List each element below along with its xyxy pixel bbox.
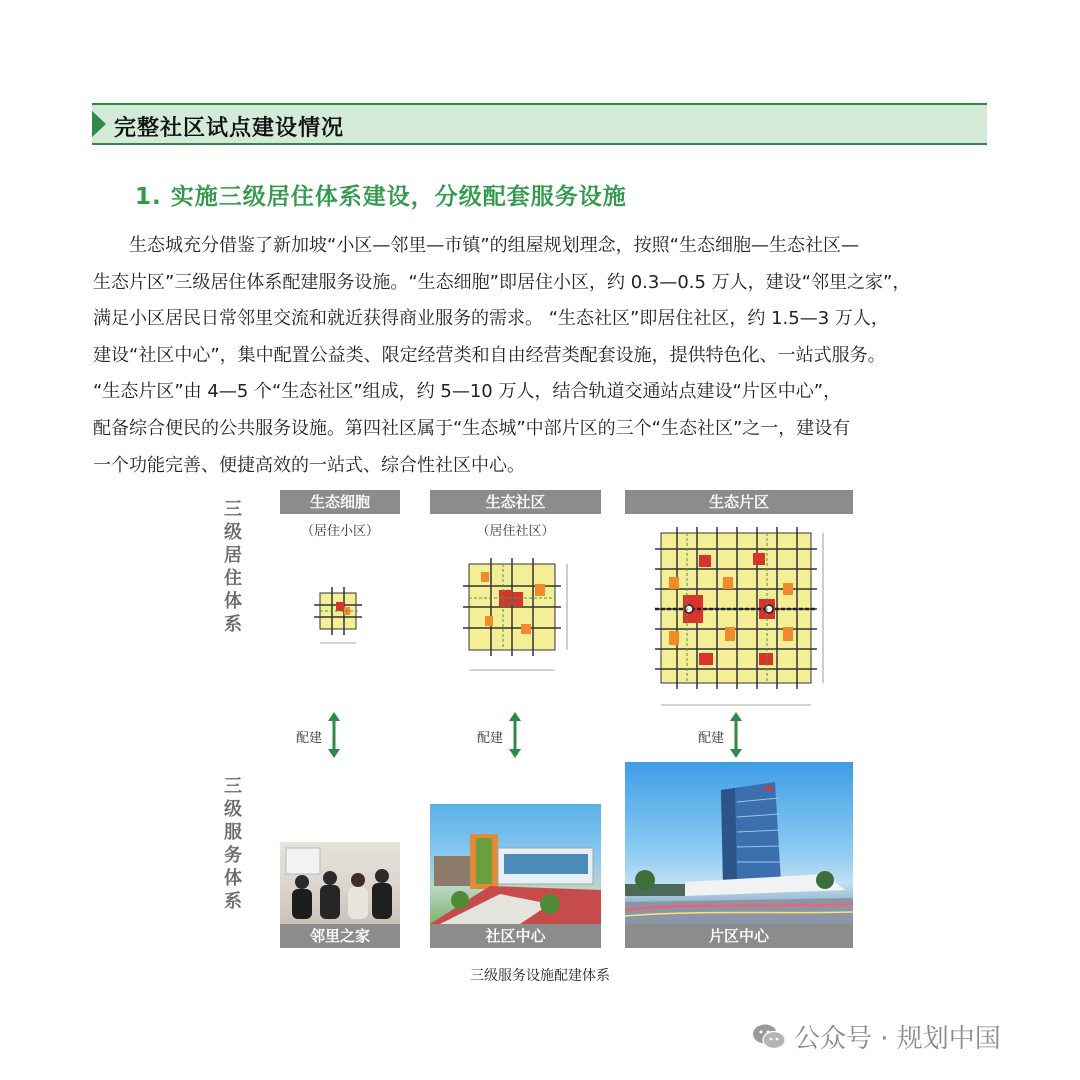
label-char: 住	[224, 568, 242, 589]
double-arrow-icon	[327, 712, 341, 758]
banner-arrow-icon	[92, 111, 106, 137]
paragraph-line: 生态片区”三级居住体系配建服务设施。“生态细胞”即居住小区，约 0.3—0.5 万人，建设“邻里之家”，	[93, 271, 911, 293]
paragraph-line: 配备综合便民的公共服务设施。第四社区属于“生态城”中部片区的三个“生态社区”之一，建设有	[93, 417, 851, 439]
pair-label-community: 配建	[477, 731, 504, 746]
caption-district-center: 片区中心	[625, 924, 853, 948]
eco-district-plan-diagram	[655, 527, 830, 717]
label-char: 服	[224, 822, 242, 843]
label-char: 三	[224, 776, 242, 797]
people-photo-illustration	[280, 842, 400, 924]
label-char: 居	[224, 545, 242, 566]
label-char: 三	[224, 499, 242, 520]
tower-photo-illustration	[625, 762, 853, 924]
residential-system-label	[222, 498, 244, 636]
double-arrow-icon	[508, 712, 522, 758]
label-char: 系	[224, 614, 242, 635]
paragraph-line: 一个功能完善、便捷高效的一站式、综合性社区中心。	[93, 454, 525, 476]
label-char: 体	[224, 868, 242, 889]
paragraph-line: “生态片区”由 4—5 个“生态社区”组成，约 5—10 万人，结合轨道交通站点建设“片区中心”，	[93, 381, 842, 403]
building-photo-illustration	[430, 804, 601, 924]
label-char: 级	[224, 522, 242, 543]
paragraph-line: 建设“社区中心”，集中配置公益类、限定经营类和自由经营类配套设施，提供特色化、一站式服务。	[93, 344, 886, 366]
section-title: 1. 实施三级居住体系建设，分级配套服务设施	[135, 184, 627, 210]
paragraph-line: 满足小区居民日常邻里交流和就近获得商业服务的需求。 “生态社区”即居住社区，约 1.5—3 万人，	[93, 308, 889, 330]
double-arrow-icon	[729, 712, 743, 758]
district-center-photo	[625, 762, 853, 924]
neighborhood-home-photo	[280, 842, 400, 924]
wechat-icon	[752, 1023, 786, 1051]
label-char: 务	[224, 845, 242, 866]
sub-residential-block: （居住小区）	[300, 524, 379, 539]
section-banner	[92, 103, 987, 145]
figure-caption: 三级服务设施配建体系	[470, 968, 610, 984]
eco-community-plan-diagram	[463, 558, 573, 683]
label-char: 级	[224, 799, 242, 820]
service-system-label	[222, 775, 244, 913]
watermark-text: 公众号 · 规划中国	[794, 1024, 1001, 1054]
watermark	[752, 1018, 1001, 1055]
pair-label-district: 配建	[698, 731, 725, 746]
banner-title: 完整社区试点建设情况	[114, 116, 345, 141]
community-center-photo	[430, 804, 601, 924]
header-eco-community: 生态社区	[430, 490, 601, 514]
body-paragraph	[93, 228, 988, 484]
caption-community-center: 社区中心	[430, 924, 601, 948]
eco-cell-plan-diagram	[310, 585, 370, 655]
sub-residential-community: （居住社区）	[476, 524, 555, 539]
header-eco-cell: 生态细胞	[280, 490, 400, 514]
header-eco-district: 生态片区	[625, 490, 853, 514]
caption-neighborhood-home: 邻里之家	[280, 924, 400, 948]
paragraph-line: 生态城充分借鉴了新加坡“小区—邻里—市镇”的组屋规划理念，按照“生态细胞—生态社区—	[93, 235, 859, 256]
label-char: 系	[224, 891, 242, 912]
label-char: 体	[224, 591, 242, 612]
pair-label-cell: 配建	[296, 731, 323, 746]
